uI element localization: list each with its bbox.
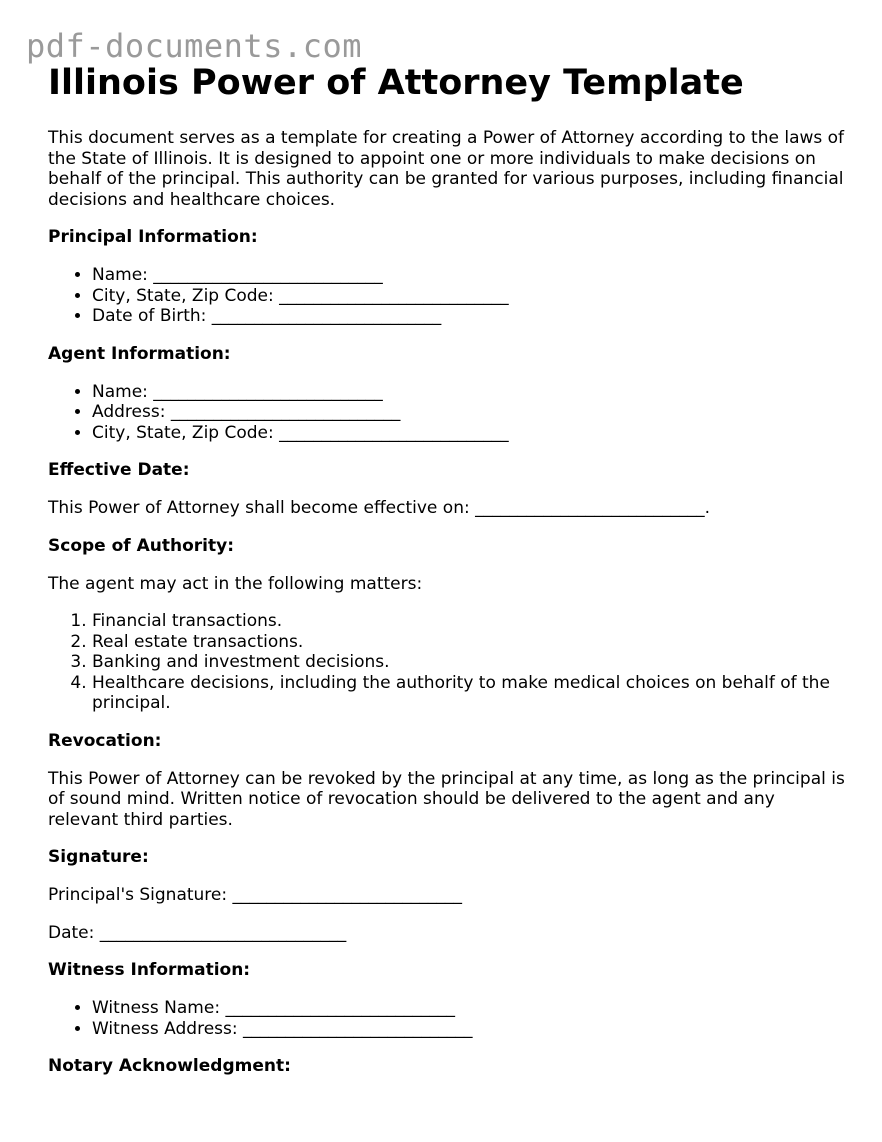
principal-city-state-zip-field: • City, State, Zip Code: ___________________________ xyxy=(92,286,848,307)
agent-name-field: • Name: ___________________________ xyxy=(92,382,848,403)
agent-address-field: • Address: ___________________________ xyxy=(92,402,848,423)
scope-list xyxy=(48,611,848,714)
scope-item-banking: 3. Banking and investment decisions. xyxy=(92,652,848,673)
principal-dob-field: • Date of Birth: ___________________________ xyxy=(92,306,848,327)
witness-address-field: • Witness Address: ___________________________ xyxy=(92,1019,848,1040)
principal-heading: Principal Information: xyxy=(48,227,258,247)
principal-name-field: • Name: ___________________________ xyxy=(92,265,848,286)
scope-heading: Scope of Authority: xyxy=(48,535,234,556)
revocation-text: This Power of Attorney can be revoked by the principal at any time, as long as the principal is of sound mind. Written notice of revocation should be delivered to the agent and any relevant third parties. xyxy=(48,768,845,830)
witness-heading: Witness Information: xyxy=(48,960,251,980)
notary-heading: Notary Acknowledgment: xyxy=(48,1056,291,1076)
agent-list xyxy=(48,382,848,444)
document-page xyxy=(48,60,848,1094)
scope-item-healthcare: 4. Healthcare decisions, including the authority to make medical choices on behalf of the principal. xyxy=(92,673,848,714)
signature-date-line: Date: _____________________________ xyxy=(48,922,347,943)
agent-city-state-zip-field: • City, State, Zip Code: ___________________________ xyxy=(92,423,848,444)
effective-date-text: This Power of Attorney shall become effective on: ___________________________. xyxy=(48,498,711,518)
intro-paragraph: This document serves as a template for creating a Power of Attorney according to the laws of the State of Illinois. It is designed to appoint one or more individuals to make decisions on behalf of the principal. This authority can be granted for various purposes, including financial decisions and healthcare choices. xyxy=(48,128,845,210)
witness-list xyxy=(48,998,848,1039)
agent-heading: Agent Information: xyxy=(48,343,231,364)
effective-date-heading: Effective Date: xyxy=(48,460,190,480)
signature-heading: Signature: xyxy=(48,847,149,867)
scope-item-real-estate: 2. Real estate transactions. xyxy=(92,632,848,653)
principal-signature-line: Principal's Signature: ___________________________ xyxy=(48,885,463,905)
witness-name-field: • Witness Name: ___________________________ xyxy=(92,998,848,1019)
principal-list xyxy=(48,265,848,327)
revocation-heading: Revocation: xyxy=(48,730,162,751)
document-title: Illinois Power of Attorney Template xyxy=(48,63,744,103)
scope-intro-text: The agent may act in the following matters: xyxy=(48,573,423,594)
scope-item-financial: 1. Financial transactions. xyxy=(92,611,848,632)
watermark-text: pdf-documents.com xyxy=(26,27,363,65)
